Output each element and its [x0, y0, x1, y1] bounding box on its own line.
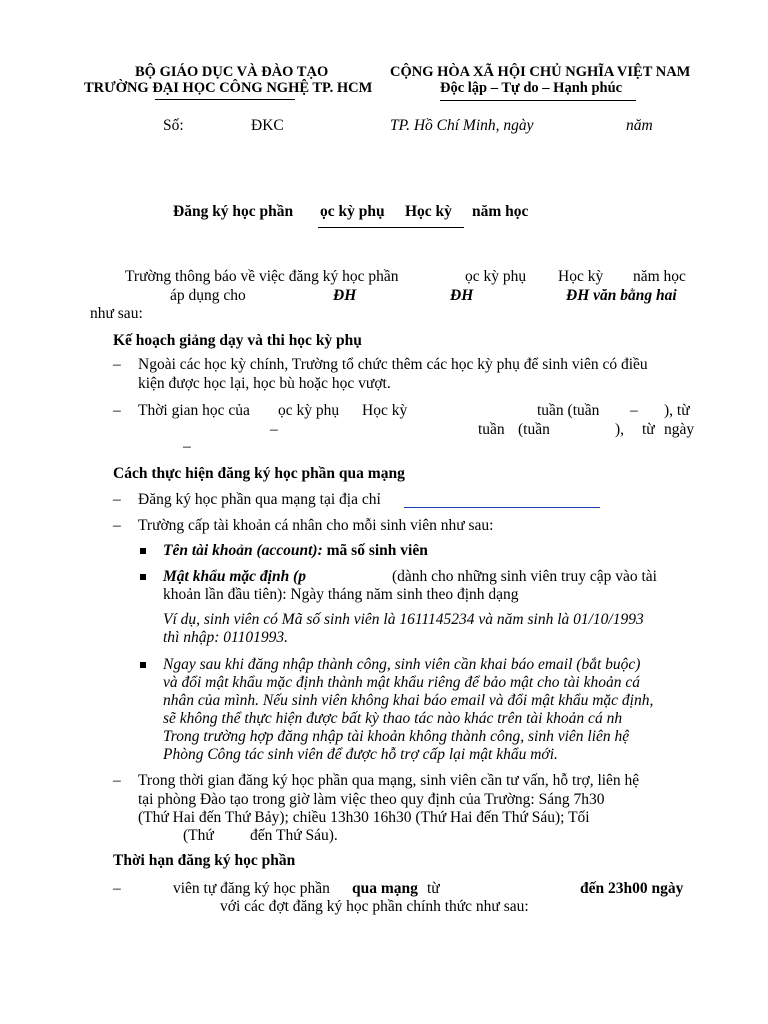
section-heading-deadline: Thời hạn đăng ký học phần [113, 852, 296, 869]
schedule-item-2-h: tuần [478, 421, 505, 438]
account-name-value: mã số sinh viên [322, 542, 428, 559]
online-item-1: Đăng ký học phần qua mạng tại địa chỉ [138, 491, 381, 508]
deadline-line1a: viên tự đăng ký học phần [173, 880, 330, 897]
default-password-format: khoản lần đầu tiên): Ngày tháng năm sinh theo định dạng [163, 586, 519, 603]
support-line4a: (Thứ [183, 827, 214, 844]
notice-line2: và đổi mật khẩu mặc định thành mật khẩu riêng để bảo mật cho tài khoản cá [163, 674, 640, 691]
schedule-item-2-i: (tuần [518, 421, 550, 438]
national-motto: Độc lập – Tự do – Hạnh phúc [440, 80, 623, 96]
doc-title-part2: ọc kỳ phụ [320, 203, 385, 220]
default-password-label: Mật khẩu mặc định (p [163, 568, 306, 585]
schedule-item-2-a: Thời gian học của [138, 402, 250, 419]
schedule-item-2-b: ọc kỳ phụ [278, 402, 340, 419]
intro-program-1: ĐH [333, 287, 357, 304]
doc-title-part1: Đăng ký học phần [173, 203, 294, 220]
dash-bullet: – [113, 517, 121, 534]
deadline-line2: với các đợt đăng ký học phần chính thức như sau: [220, 898, 529, 915]
doc-number-label: Số: [163, 117, 184, 134]
university-name: TRƯỜNG ĐẠI HỌC CÔNG NGHỆ TP. HCM [84, 80, 373, 96]
notice-line1: Ngay sau khi đăng nhập thành công, sinh viên cần khai báo email (bắt buộc) [163, 656, 641, 673]
dash-bullet: – [113, 772, 121, 789]
notice-line3: nhân của mình. Nếu sinh viên không khai báo email và đổi mật khẩu mặc định, [163, 692, 654, 709]
notice-line6: Phòng Công tác sinh viên để được hỗ trợ cấp lại mật khẩu mới. [163, 746, 558, 763]
schedule-item-1-line1: Ngoài các học kỳ chính, Trường tổ chức thêm các học kỳ phụ để sinh viên có điều [138, 356, 648, 373]
header-right-underline [440, 100, 636, 101]
deadline-line1c: từ [427, 880, 440, 897]
ministry-name: BỘ GIÁO DỤC VÀ ĐÀO TẠO [135, 64, 329, 80]
title-underline [318, 227, 464, 228]
doc-code: ĐKC [251, 117, 284, 134]
schedule-item-2-k: từ [642, 421, 655, 438]
dash-bullet: – [113, 491, 121, 508]
account-name-line [163, 542, 428, 560]
support-line2: tại phòng Đào tạo trong giờ làm việc theo quy định của Trường: Sáng 7h30 [138, 791, 605, 808]
notice-line4: sẽ không thể thực hiện được bất kỳ thao tác nào khác trên tài khoản cá nh [163, 710, 623, 727]
schedule-item-2-g: – [270, 421, 278, 438]
default-password-desc: (dành cho những sinh viên truy cập vào tài [392, 568, 657, 585]
doc-title-part4: năm học [472, 203, 529, 220]
schedule-item-2-d: tuần (tuần [537, 402, 600, 419]
intro-program-2: ĐH [450, 287, 474, 304]
schedule-item-2-j: ), [615, 421, 625, 438]
section-heading-online: Cách thực hiện đăng ký học phần qua mạng [113, 465, 405, 482]
dash-bullet: – [113, 402, 121, 419]
deadline-line1d: đến 23h00 ngày [580, 880, 684, 897]
square-bullet [140, 574, 146, 580]
online-item-2: Trường cấp tài khoản cá nhân cho mỗi sinh viên như sau: [138, 517, 494, 534]
year-label: năm [626, 117, 653, 134]
place-date: TP. Hồ Chí Minh, ngày [390, 117, 534, 134]
schedule-item-2-l: ngày [664, 421, 695, 438]
registration-url-link[interactable] [404, 507, 600, 508]
support-line1: Trong thời gian đăng ký học phần qua mạng, sinh viên cần tư vấn, hỗ trợ, liên hệ [138, 772, 640, 789]
notice-line5: Trong trường hợp đăng nhập tài khoản không thành công, sinh viên liên hệ [163, 728, 630, 745]
schedule-item-2-m: – [183, 438, 191, 455]
account-name-label: Tên tài khoản (account): [163, 542, 323, 559]
country-name: CỘNG HÒA XÃ HỘI CHỦ NGHĨA VIỆT NAM [390, 64, 691, 80]
intro-text-3: Học kỳ [558, 268, 604, 285]
intro-text-2: ọc kỳ phụ [465, 268, 527, 285]
section-heading-schedule: Kế hoạch giảng dạy và thi học kỳ phụ [113, 332, 362, 349]
intro-text-1: Trường thông báo về việc đăng ký học phần [125, 268, 399, 285]
schedule-item-1-line2: kiện được học lại, học bù hoặc học vượt. [138, 375, 391, 392]
schedule-item-2-f: ), từ [664, 402, 690, 419]
square-bullet [140, 662, 146, 668]
dash-bullet: – [113, 880, 121, 897]
header-left-underline [155, 99, 295, 100]
support-line4b: đến Thứ Sáu). [250, 827, 338, 844]
intro-text-4: năm học [633, 268, 686, 285]
support-line3: (Thứ Hai đến Thứ Bảy); chiều 13h30 16h30 (Thứ Hai đến Thứ Sáu); Tối [138, 809, 590, 826]
example-line1: Ví dụ, sinh viên có Mã số sinh viên là 1611145234 và năm sinh là 01/10/1993 [163, 611, 644, 628]
schedule-item-2-e: – [630, 402, 638, 419]
schedule-item-2-c: Học kỳ [362, 402, 408, 419]
example-line2: thì nhập: 01101993. [163, 629, 288, 646]
dash-bullet: – [113, 356, 121, 373]
intro-as-follows: như sau: [90, 305, 143, 322]
deadline-line1b: qua mạng [352, 880, 418, 897]
intro-apply: áp dụng cho [170, 287, 246, 304]
intro-program-3: ĐH văn bằng hai [566, 287, 677, 304]
doc-title-part3: Học kỳ [405, 203, 452, 220]
square-bullet [140, 548, 146, 554]
